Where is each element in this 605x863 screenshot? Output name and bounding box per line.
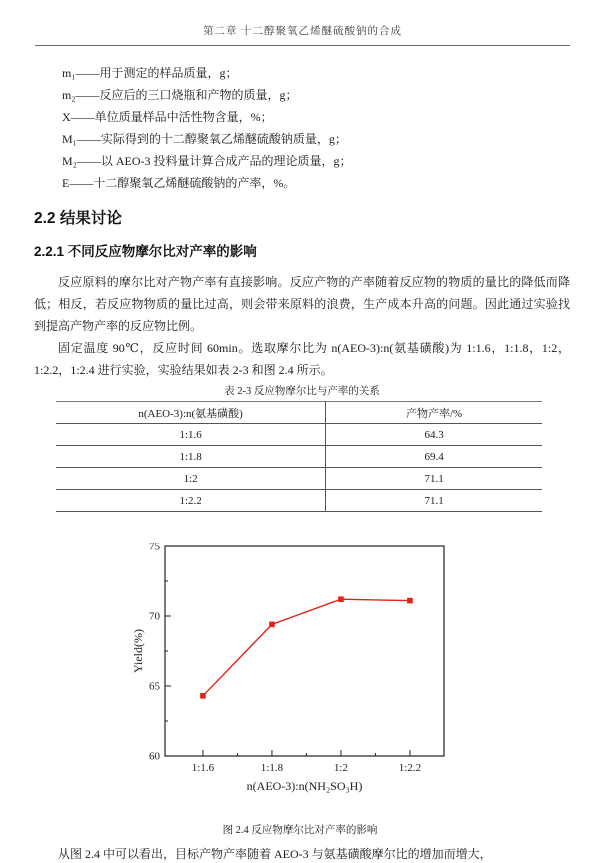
figure-caption: 图 2.4 反应物摩尔比对产率的影响 <box>222 825 378 836</box>
table-cell-ratio: 1:1.8 <box>56 446 326 468</box>
table-cell-yield: 64.3 <box>326 424 542 446</box>
table-row <box>56 446 542 468</box>
table-caption: 表 2-3 反应物摩尔比与产率的关系 <box>224 386 380 397</box>
x-tick-label: 1:2 <box>333 762 348 774</box>
table-cell-yield: 71.1 <box>326 490 542 512</box>
page-content <box>34 62 570 863</box>
y-tick-label: 75 <box>149 543 160 553</box>
table-cell-ratio: 1:2.2 <box>56 490 326 512</box>
table-header-row <box>56 402 542 424</box>
table-header-ratio: n(AEO-3):n(氨基磺酸) <box>56 402 326 424</box>
chart-frame <box>165 546 444 756</box>
definition-x: X——单位质量样品中活性物含量，%； <box>62 110 273 124</box>
table-header-yield: 产物产率/% <box>326 402 542 424</box>
y-axis-label: Yield(%) <box>131 629 145 673</box>
paragraph-figure-discussion: 从图 2.4 中可以看出，目标产物产率随着 AEO-3 与氨基磺酸摩尔比的增加而增大， <box>58 847 492 861</box>
figure-2-4 <box>130 543 470 838</box>
definition-m1: m₁——用于测定的样品质量，g； <box>62 66 238 80</box>
molar-ratio-yield-table <box>56 401 542 512</box>
paragraph-molar-ratio-intro: 反应原料的摩尔比对产物产率有直接影响。反应产物的产率随着反应物的物质的量比的降低而降低；相反，若反应物物质的量比过高，则会带来原料的浪费，生产成本升高的问题。因此通过实验找到提高产物产率的反应物比例。 <box>34 275 570 333</box>
y-tick-label: 70 <box>149 610 160 623</box>
table-row <box>56 490 542 512</box>
header-rule <box>35 45 570 46</box>
definition-M2: M₂——以 AEO-3 投料量计算合成产品的理论质量，g； <box>62 154 352 168</box>
symbol-definitions <box>34 62 570 194</box>
definition-m2: m₂——反应后的三口烧瓶和产物的质量，g； <box>62 88 298 102</box>
table-cell-ratio: 1:1.6 <box>56 424 326 446</box>
table-cell-yield: 69.4 <box>326 446 542 468</box>
x-axis-label: n(AEO-3):n(NH₂SO₃H) <box>246 779 363 793</box>
table-cell-ratio: 1:2 <box>56 468 326 490</box>
data-point-marker <box>338 596 344 602</box>
table-row <box>56 424 542 446</box>
x-tick-label: 1:1.8 <box>260 762 284 774</box>
data-point-marker <box>200 693 206 699</box>
table-row <box>56 468 542 490</box>
section-heading-2-2: 2.2 结果讨论 <box>34 210 122 227</box>
series-line <box>203 599 410 696</box>
y-tick-label: 65 <box>149 680 160 693</box>
paragraph-experiment-setup: 固定温度 90℃，反应时间 60min。选取摩尔比为 n(AEO-3):n(氨基磺酸)为 1:1.6，1:1.8，1:2，1:2.2，1:2.4 进行实验，实验结果如表 2-3 和图 2.4 所示。 <box>34 341 570 377</box>
chapter-header: 第二章 十二醇聚氧乙烯醚硫酸钠的合成 <box>202 26 403 37</box>
data-point-marker <box>269 622 275 628</box>
definition-M1: M₁——实际得到的十二醇聚氧乙烯醚硫酸钠质量，g； <box>62 132 347 146</box>
x-tick-label: 1:1.6 <box>191 762 215 774</box>
y-tick-label: 60 <box>149 750 160 763</box>
section-heading-2-2-1: 2.2.1 不同反应物摩尔比对产率的影响 <box>34 244 257 259</box>
definition-E: E——十二醇聚氧乙烯醚硫酸钠的产率，%。 <box>62 176 296 190</box>
data-point-marker <box>407 598 413 604</box>
x-tick-label: 1:2.2 <box>398 762 422 774</box>
table-cell-yield: 71.1 <box>326 468 542 490</box>
yield-line-chart <box>130 543 470 799</box>
